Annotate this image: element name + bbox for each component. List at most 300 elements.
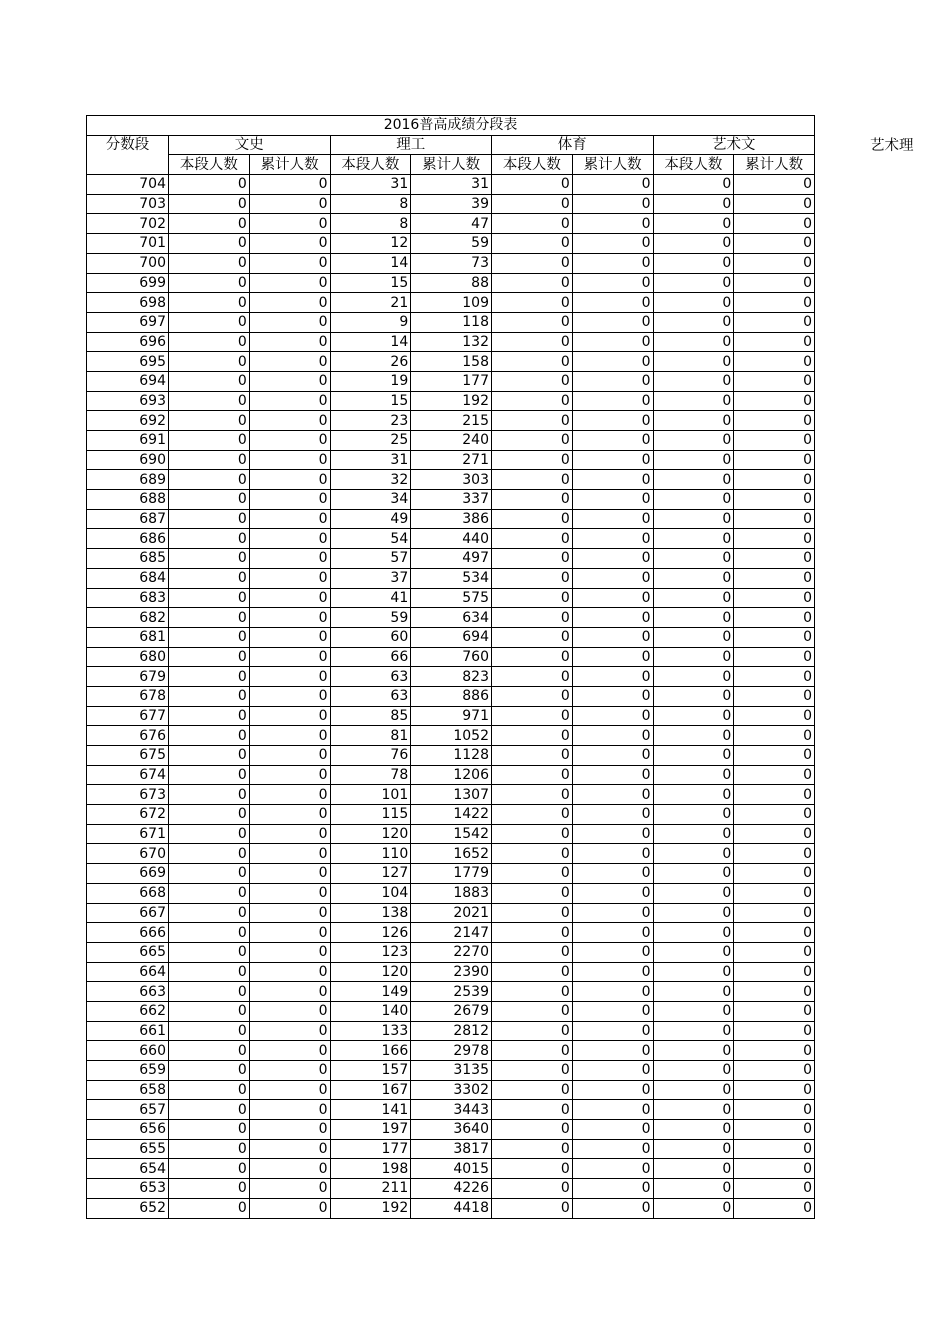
count-cell: 0 (653, 608, 734, 628)
group-header-row (87, 135, 815, 155)
count-cell: 0 (653, 844, 734, 864)
score-cell: 691 (87, 431, 169, 451)
count-cell: 0 (572, 785, 653, 805)
count-cell: 0 (653, 332, 734, 352)
count-cell: 0 (249, 391, 330, 411)
count-cell: 0 (249, 194, 330, 214)
count-cell: 88 (411, 273, 492, 293)
count-cell: 0 (734, 1179, 815, 1199)
count-cell: 140 (330, 1001, 411, 1021)
count-cell: 0 (169, 1198, 250, 1218)
count-cell: 0 (572, 490, 653, 510)
count-cell: 760 (411, 647, 492, 667)
count-cell: 0 (572, 1080, 653, 1100)
count-cell: 0 (169, 371, 250, 391)
count-cell: 0 (734, 490, 815, 510)
count-cell: 0 (492, 864, 573, 884)
count-cell: 0 (734, 1061, 815, 1081)
score-cell: 685 (87, 549, 169, 569)
count-cell: 8 (330, 194, 411, 214)
count-cell: 39 (411, 194, 492, 214)
count-cell: 0 (572, 273, 653, 293)
count-cell: 0 (734, 568, 815, 588)
count-cell: 0 (572, 332, 653, 352)
count-cell: 59 (330, 608, 411, 628)
table-row (87, 765, 815, 785)
count-cell: 0 (572, 214, 653, 234)
count-cell: 120 (330, 962, 411, 982)
score-cell: 683 (87, 588, 169, 608)
count-cell: 0 (572, 175, 653, 195)
count-cell: 0 (653, 706, 734, 726)
count-cell: 0 (249, 942, 330, 962)
count-cell: 0 (492, 509, 573, 529)
count-cell: 0 (653, 312, 734, 332)
table-row (87, 411, 815, 431)
count-cell: 0 (734, 903, 815, 923)
count-cell: 0 (249, 1159, 330, 1179)
count-cell: 0 (572, 982, 653, 1002)
count-cell: 0 (492, 627, 573, 647)
count-cell: 0 (169, 726, 250, 746)
count-cell: 0 (653, 490, 734, 510)
count-cell: 0 (492, 1198, 573, 1218)
count-cell: 2539 (411, 982, 492, 1002)
table-row (87, 667, 815, 687)
count-cell: 0 (492, 1001, 573, 1021)
count-cell: 0 (653, 1080, 734, 1100)
score-cell: 666 (87, 923, 169, 943)
count-cell: 0 (572, 1100, 653, 1120)
table-row (87, 746, 815, 766)
count-cell: 63 (330, 667, 411, 687)
score-cell: 656 (87, 1120, 169, 1140)
count-cell: 0 (653, 746, 734, 766)
count-cell: 0 (653, 1100, 734, 1120)
count-cell: 0 (492, 293, 573, 313)
count-cell: 0 (169, 765, 250, 785)
count-cell: 0 (249, 1139, 330, 1159)
table-row (87, 509, 815, 529)
count-cell: 0 (169, 312, 250, 332)
count-cell: 0 (169, 568, 250, 588)
count-cell: 0 (492, 431, 573, 451)
table-row (87, 824, 815, 844)
count-cell: 0 (169, 686, 250, 706)
count-cell: 101 (330, 785, 411, 805)
count-cell: 2978 (411, 1041, 492, 1061)
count-cell: 0 (169, 391, 250, 411)
count-cell: 497 (411, 549, 492, 569)
count-cell: 0 (249, 293, 330, 313)
score-cell: 702 (87, 214, 169, 234)
count-cell: 0 (734, 726, 815, 746)
count-cell: 0 (249, 864, 330, 884)
score-cell: 675 (87, 746, 169, 766)
count-cell: 0 (734, 706, 815, 726)
count-cell: 0 (734, 214, 815, 234)
count-cell: 3302 (411, 1080, 492, 1100)
count-cell: 0 (492, 982, 573, 1002)
count-cell: 14 (330, 332, 411, 352)
count-cell: 0 (492, 1139, 573, 1159)
count-cell: 0 (572, 608, 653, 628)
count-cell: 0 (734, 1159, 815, 1179)
score-cell: 684 (87, 568, 169, 588)
count-cell: 0 (492, 253, 573, 273)
count-cell: 0 (653, 214, 734, 234)
count-cell: 0 (653, 509, 734, 529)
count-cell: 0 (653, 982, 734, 1002)
count-cell: 0 (249, 411, 330, 431)
count-cell: 0 (734, 273, 815, 293)
group-header-wenshi: 文史 (169, 135, 331, 155)
count-cell: 0 (169, 667, 250, 687)
count-cell: 0 (169, 490, 250, 510)
count-cell: 109 (411, 293, 492, 313)
table-row (87, 1021, 815, 1041)
count-cell: 4418 (411, 1198, 492, 1218)
count-cell: 0 (169, 1021, 250, 1041)
count-cell: 0 (572, 312, 653, 332)
count-cell: 0 (169, 923, 250, 943)
count-cell: 157 (330, 1061, 411, 1081)
count-cell: 0 (492, 352, 573, 372)
count-cell: 0 (734, 588, 815, 608)
count-cell: 0 (169, 549, 250, 569)
count-cell: 0 (249, 805, 330, 825)
count-cell: 1052 (411, 726, 492, 746)
count-cell: 0 (572, 234, 653, 254)
count-cell: 0 (653, 765, 734, 785)
count-cell: 0 (734, 746, 815, 766)
score-cell: 690 (87, 450, 169, 470)
count-cell: 0 (249, 883, 330, 903)
count-cell: 0 (734, 253, 815, 273)
count-cell: 0 (169, 647, 250, 667)
count-cell: 0 (249, 253, 330, 273)
count-cell: 177 (411, 371, 492, 391)
score-cell: 679 (87, 667, 169, 687)
count-cell: 34 (330, 490, 411, 510)
count-cell: 0 (492, 490, 573, 510)
count-cell: 0 (249, 332, 330, 352)
count-cell: 0 (249, 785, 330, 805)
score-distribution-sheet (86, 115, 815, 1219)
count-cell: 0 (734, 1080, 815, 1100)
count-cell: 0 (572, 1198, 653, 1218)
count-cell: 0 (572, 450, 653, 470)
count-cell: 177 (330, 1139, 411, 1159)
count-cell: 0 (734, 982, 815, 1002)
count-cell: 0 (249, 1080, 330, 1100)
score-cell: 670 (87, 844, 169, 864)
count-cell: 0 (734, 234, 815, 254)
count-cell: 0 (572, 686, 653, 706)
table-row (87, 312, 815, 332)
count-cell: 141 (330, 1100, 411, 1120)
count-cell: 0 (169, 588, 250, 608)
count-cell: 0 (249, 1198, 330, 1218)
count-cell: 49 (330, 509, 411, 529)
count-cell: 0 (169, 1139, 250, 1159)
count-cell: 0 (734, 293, 815, 313)
count-cell: 0 (492, 234, 573, 254)
count-cell: 0 (653, 293, 734, 313)
count-cell: 0 (653, 824, 734, 844)
table-row (87, 1179, 815, 1199)
score-cell: 673 (87, 785, 169, 805)
table-row (87, 549, 815, 569)
count-cell: 0 (734, 352, 815, 372)
table-row (87, 883, 815, 903)
count-cell: 694 (411, 627, 492, 647)
count-cell: 0 (492, 588, 573, 608)
count-cell: 0 (492, 175, 573, 195)
count-cell: 0 (572, 1179, 653, 1199)
count-cell: 303 (411, 470, 492, 490)
count-cell: 0 (653, 470, 734, 490)
score-cell: 665 (87, 942, 169, 962)
count-cell: 971 (411, 706, 492, 726)
count-cell: 0 (653, 529, 734, 549)
count-cell: 0 (169, 352, 250, 372)
count-cell: 115 (330, 805, 411, 825)
count-cell: 0 (492, 923, 573, 943)
count-cell: 0 (572, 529, 653, 549)
count-cell: 0 (169, 942, 250, 962)
table-row (87, 490, 815, 510)
count-cell: 0 (169, 1041, 250, 1061)
count-cell: 0 (169, 706, 250, 726)
table-row (87, 175, 815, 195)
count-cell: 0 (653, 1139, 734, 1159)
count-cell: 0 (492, 1041, 573, 1061)
count-cell: 0 (734, 864, 815, 884)
count-cell: 0 (572, 805, 653, 825)
count-cell: 0 (169, 411, 250, 431)
table-row (87, 529, 815, 549)
count-cell: 66 (330, 647, 411, 667)
count-cell: 37 (330, 568, 411, 588)
title-row (87, 116, 815, 136)
count-cell: 1779 (411, 864, 492, 884)
count-cell: 0 (249, 273, 330, 293)
count-cell: 886 (411, 686, 492, 706)
count-cell: 0 (249, 647, 330, 667)
table-row (87, 234, 815, 254)
count-cell: 0 (492, 608, 573, 628)
count-cell: 0 (572, 864, 653, 884)
count-cell: 0 (734, 450, 815, 470)
count-cell: 0 (249, 431, 330, 451)
score-table (86, 115, 815, 1219)
count-cell: 0 (492, 568, 573, 588)
count-cell: 0 (249, 509, 330, 529)
count-cell: 0 (492, 273, 573, 293)
count-cell: 0 (249, 214, 330, 234)
count-cell: 0 (492, 332, 573, 352)
count-cell: 0 (492, 1120, 573, 1140)
count-cell: 0 (492, 470, 573, 490)
count-cell: 0 (249, 371, 330, 391)
count-cell: 3443 (411, 1100, 492, 1120)
extra-group-header: 艺术理 (870, 138, 914, 154)
count-cell: 3817 (411, 1139, 492, 1159)
count-cell: 0 (572, 706, 653, 726)
count-cell: 386 (411, 509, 492, 529)
count-cell: 0 (492, 785, 573, 805)
count-cell: 0 (249, 608, 330, 628)
count-cell: 0 (653, 253, 734, 273)
sub-header-row (87, 155, 815, 175)
count-cell: 240 (411, 431, 492, 451)
count-cell: 0 (169, 509, 250, 529)
count-cell: 0 (572, 942, 653, 962)
count-cell: 0 (169, 1061, 250, 1081)
count-cell: 104 (330, 883, 411, 903)
count-cell: 0 (249, 686, 330, 706)
count-cell: 0 (249, 726, 330, 746)
count-cell: 0 (653, 805, 734, 825)
count-cell: 1422 (411, 805, 492, 825)
count-cell: 0 (492, 883, 573, 903)
score-cell: 669 (87, 864, 169, 884)
count-cell: 0 (492, 1080, 573, 1100)
group-header-tiyu: 体育 (492, 135, 654, 155)
count-cell: 2270 (411, 942, 492, 962)
count-cell: 1542 (411, 824, 492, 844)
count-cell: 534 (411, 568, 492, 588)
score-cell: 652 (87, 1198, 169, 1218)
table-row (87, 293, 815, 313)
count-cell: 0 (249, 746, 330, 766)
count-cell: 192 (411, 391, 492, 411)
count-cell: 0 (572, 470, 653, 490)
count-cell: 0 (572, 352, 653, 372)
count-cell: 0 (249, 1001, 330, 1021)
count-cell: 118 (411, 312, 492, 332)
count-cell: 0 (734, 1041, 815, 1061)
count-cell: 0 (249, 1179, 330, 1199)
table-row (87, 608, 815, 628)
score-cell: 658 (87, 1080, 169, 1100)
count-cell: 0 (492, 686, 573, 706)
table-row (87, 332, 815, 352)
count-cell: 0 (572, 411, 653, 431)
count-cell: 0 (249, 765, 330, 785)
count-cell: 0 (249, 352, 330, 372)
count-cell: 0 (249, 568, 330, 588)
table-row (87, 864, 815, 884)
count-cell: 0 (492, 214, 573, 234)
count-cell: 0 (734, 844, 815, 864)
count-cell: 0 (249, 490, 330, 510)
count-cell: 0 (492, 529, 573, 549)
table-row (87, 450, 815, 470)
score-cell: 686 (87, 529, 169, 549)
count-cell: 0 (249, 667, 330, 687)
count-cell: 15 (330, 391, 411, 411)
sub-header-segment-count: 本段人数 (330, 155, 411, 175)
score-cell: 700 (87, 253, 169, 273)
count-cell: 0 (653, 194, 734, 214)
table-row (87, 1001, 815, 1021)
count-cell: 1307 (411, 785, 492, 805)
count-cell: 149 (330, 982, 411, 1002)
table-row (87, 214, 815, 234)
count-cell: 167 (330, 1080, 411, 1100)
count-cell: 0 (492, 411, 573, 431)
group-header-yishuwen: 艺术文 (653, 135, 815, 155)
count-cell: 0 (572, 549, 653, 569)
count-cell: 1206 (411, 765, 492, 785)
count-cell: 0 (492, 667, 573, 687)
count-cell: 0 (653, 1061, 734, 1081)
table-row (87, 903, 815, 923)
count-cell: 0 (734, 1001, 815, 1021)
count-cell: 25 (330, 431, 411, 451)
count-cell: 0 (572, 883, 653, 903)
score-cell: 660 (87, 1041, 169, 1061)
count-cell: 634 (411, 608, 492, 628)
table-row (87, 273, 815, 293)
count-cell: 337 (411, 490, 492, 510)
count-cell: 0 (572, 647, 653, 667)
count-cell: 0 (734, 194, 815, 214)
count-cell: 0 (249, 175, 330, 195)
count-cell: 0 (169, 982, 250, 1002)
count-cell: 0 (492, 450, 573, 470)
count-cell: 0 (734, 923, 815, 943)
count-cell: 0 (572, 253, 653, 273)
table-row (87, 726, 815, 746)
count-cell: 0 (653, 686, 734, 706)
count-cell: 823 (411, 667, 492, 687)
count-cell: 138 (330, 903, 411, 923)
table-row (87, 805, 815, 825)
score-cell: 674 (87, 765, 169, 785)
score-cell: 699 (87, 273, 169, 293)
count-cell: 0 (492, 1100, 573, 1120)
count-cell: 14 (330, 253, 411, 273)
count-cell: 0 (572, 391, 653, 411)
count-cell: 0 (734, 470, 815, 490)
count-cell: 0 (169, 883, 250, 903)
count-cell: 26 (330, 352, 411, 372)
count-cell: 0 (169, 627, 250, 647)
score-cell: 664 (87, 962, 169, 982)
count-cell: 0 (572, 667, 653, 687)
score-cell: 704 (87, 175, 169, 195)
score-cell: 680 (87, 647, 169, 667)
table-row (87, 194, 815, 214)
count-cell: 0 (572, 1041, 653, 1061)
count-cell: 0 (734, 1198, 815, 1218)
count-cell: 0 (249, 588, 330, 608)
count-cell: 0 (653, 726, 734, 746)
count-cell: 0 (734, 805, 815, 825)
count-cell: 0 (169, 234, 250, 254)
count-cell: 0 (572, 431, 653, 451)
count-cell: 0 (492, 706, 573, 726)
count-cell: 0 (249, 1061, 330, 1081)
count-cell: 47 (411, 214, 492, 234)
count-cell: 0 (169, 529, 250, 549)
count-cell: 0 (249, 549, 330, 569)
count-cell: 0 (653, 1021, 734, 1041)
score-column-header: 分数段 (87, 135, 169, 174)
